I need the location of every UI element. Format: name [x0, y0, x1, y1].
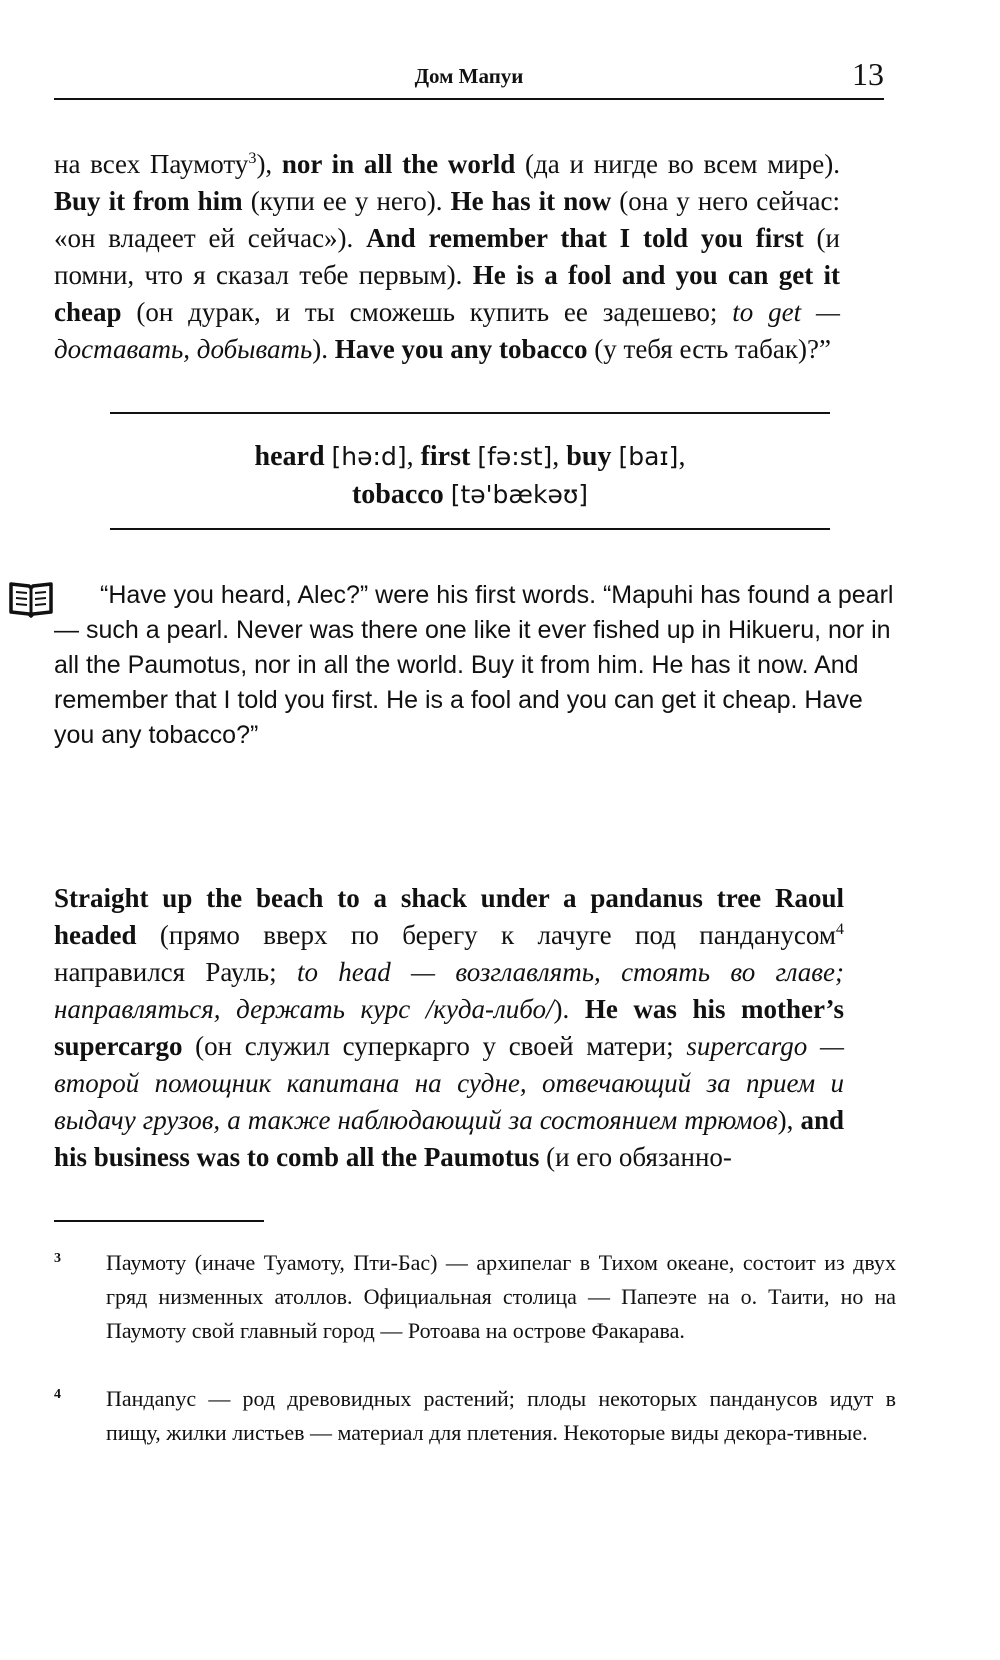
pron-item [566, 441, 685, 472]
translation: ). [553, 994, 585, 1024]
english-phrase: He was his mother’s supercargo [54, 994, 845, 1061]
pronunciation-block [110, 438, 830, 514]
translation: (она у него сейчас: «он владеет ей сейчас»). [54, 186, 840, 253]
running-header [54, 58, 884, 100]
pron-ipa: [fə:st] [477, 442, 553, 471]
footnote-separator [54, 1220, 264, 1222]
english-phrase: He has it now [450, 186, 612, 216]
text-run: на всех Паумоту [54, 149, 249, 179]
english-phrase: And remember that I told you first [366, 223, 804, 253]
pron-word: buy [566, 441, 612, 472]
divider-top [110, 412, 830, 414]
separator: , [406, 441, 421, 472]
footnote-ref-4: 4 [835, 920, 844, 938]
translation: (у тебя есть табак)?” [587, 334, 831, 364]
english-phrase: He is a fool and you can get it cheap [54, 260, 840, 327]
text-run: ), [256, 149, 282, 179]
footnote-marker: 4 [54, 1387, 61, 1402]
translation: направился Рауль; [54, 957, 297, 987]
annotated-paragraph-2 [54, 880, 844, 1176]
translation: (он дурак, и ты сможешь купить ее задешево; [121, 297, 733, 327]
translation: (и его обязанно- [539, 1142, 732, 1172]
translation: (и помни, что я сказал тебе первым). [54, 223, 840, 290]
chapter-title: Дом Мапуи [414, 64, 524, 88]
pron-item [352, 479, 588, 510]
pron-item [421, 441, 567, 472]
separator: , [552, 441, 567, 472]
pron-word: first [420, 441, 471, 472]
translation: (купи ее у него). [242, 186, 451, 216]
word-gloss: supercargo — второй помощник капитана на судне, отвечающий за прием и выдачу грузов, а также наблюдающий за состоянием трюмов [54, 1031, 844, 1135]
pron-word: heard [254, 441, 325, 472]
pron-ipa: [baɪ] [618, 442, 679, 471]
footnote-text: Пандanус — род древовидных растений; плоды некоторых панданусов идут в пищу, жилки листьев — материал для плетения. Некоторые виды декора-тивные. [106, 1386, 896, 1445]
original-english-text: “Have you heard, Alec?” were his first words. “Mapuhi has found a pearl — such a pearl. Never was there one like it ever fished up in Hikueru, nor in all the Paumotus, nor in all the world. Buy it from him. He has it now. And remember that I told you first. He is a fool and you can get it cheap. Have you any tobacco?” [54, 581, 894, 749]
english-phrase: Straight up the beach to a shack under a pandanus tree Raoul headed [54, 883, 844, 950]
annotated-paragraph-1 [54, 146, 840, 368]
translation: (прямо вверх по берегу к лачуге под панданусом [136, 920, 836, 950]
pron-ipa: [hə:d] [331, 442, 407, 471]
footnote-4 [54, 1382, 896, 1450]
separator: , [678, 441, 686, 472]
footnote-text: Паумоту (иначе Туамоту, Пти-Бас) — архипелаг в Тихом океане, состоит из двух гряд низменных атоллов. Официальная столица — Папеэте на о. Таити, но на Паумоту свой главный город — Ротоава на острове Факарава. [106, 1250, 896, 1343]
divider-bottom [110, 528, 830, 530]
page-number: 13 [852, 56, 884, 92]
footnote-marker: 3 [54, 1251, 61, 1266]
english-phrase: and his business was to comb all the Paumotus [54, 1105, 844, 1172]
translation: ). [312, 334, 335, 364]
pron-item [255, 441, 421, 472]
word-gloss: to head — возглавлять, стоять во главе; направляться, держать курс /куда-либо/ [54, 957, 844, 1024]
translation: ), [777, 1105, 801, 1135]
translation: (да и нигде во всем мире). [515, 149, 840, 179]
english-phrase: Buy it from him [54, 186, 243, 216]
open-book-icon [8, 578, 54, 618]
footnote-ref-3: 3 [248, 149, 257, 167]
english-phrase: nor in all the world [281, 149, 516, 179]
translation: (он служил суперкарго у своей матери; [182, 1031, 687, 1061]
pron-word: tobacco [351, 479, 444, 510]
english-phrase: Have you any tobacco [334, 334, 588, 364]
word-gloss: to get — доставать, добывать [54, 297, 840, 364]
pron-ipa: [tə'bækəʊ] [450, 480, 589, 509]
footnote-3 [54, 1246, 896, 1348]
